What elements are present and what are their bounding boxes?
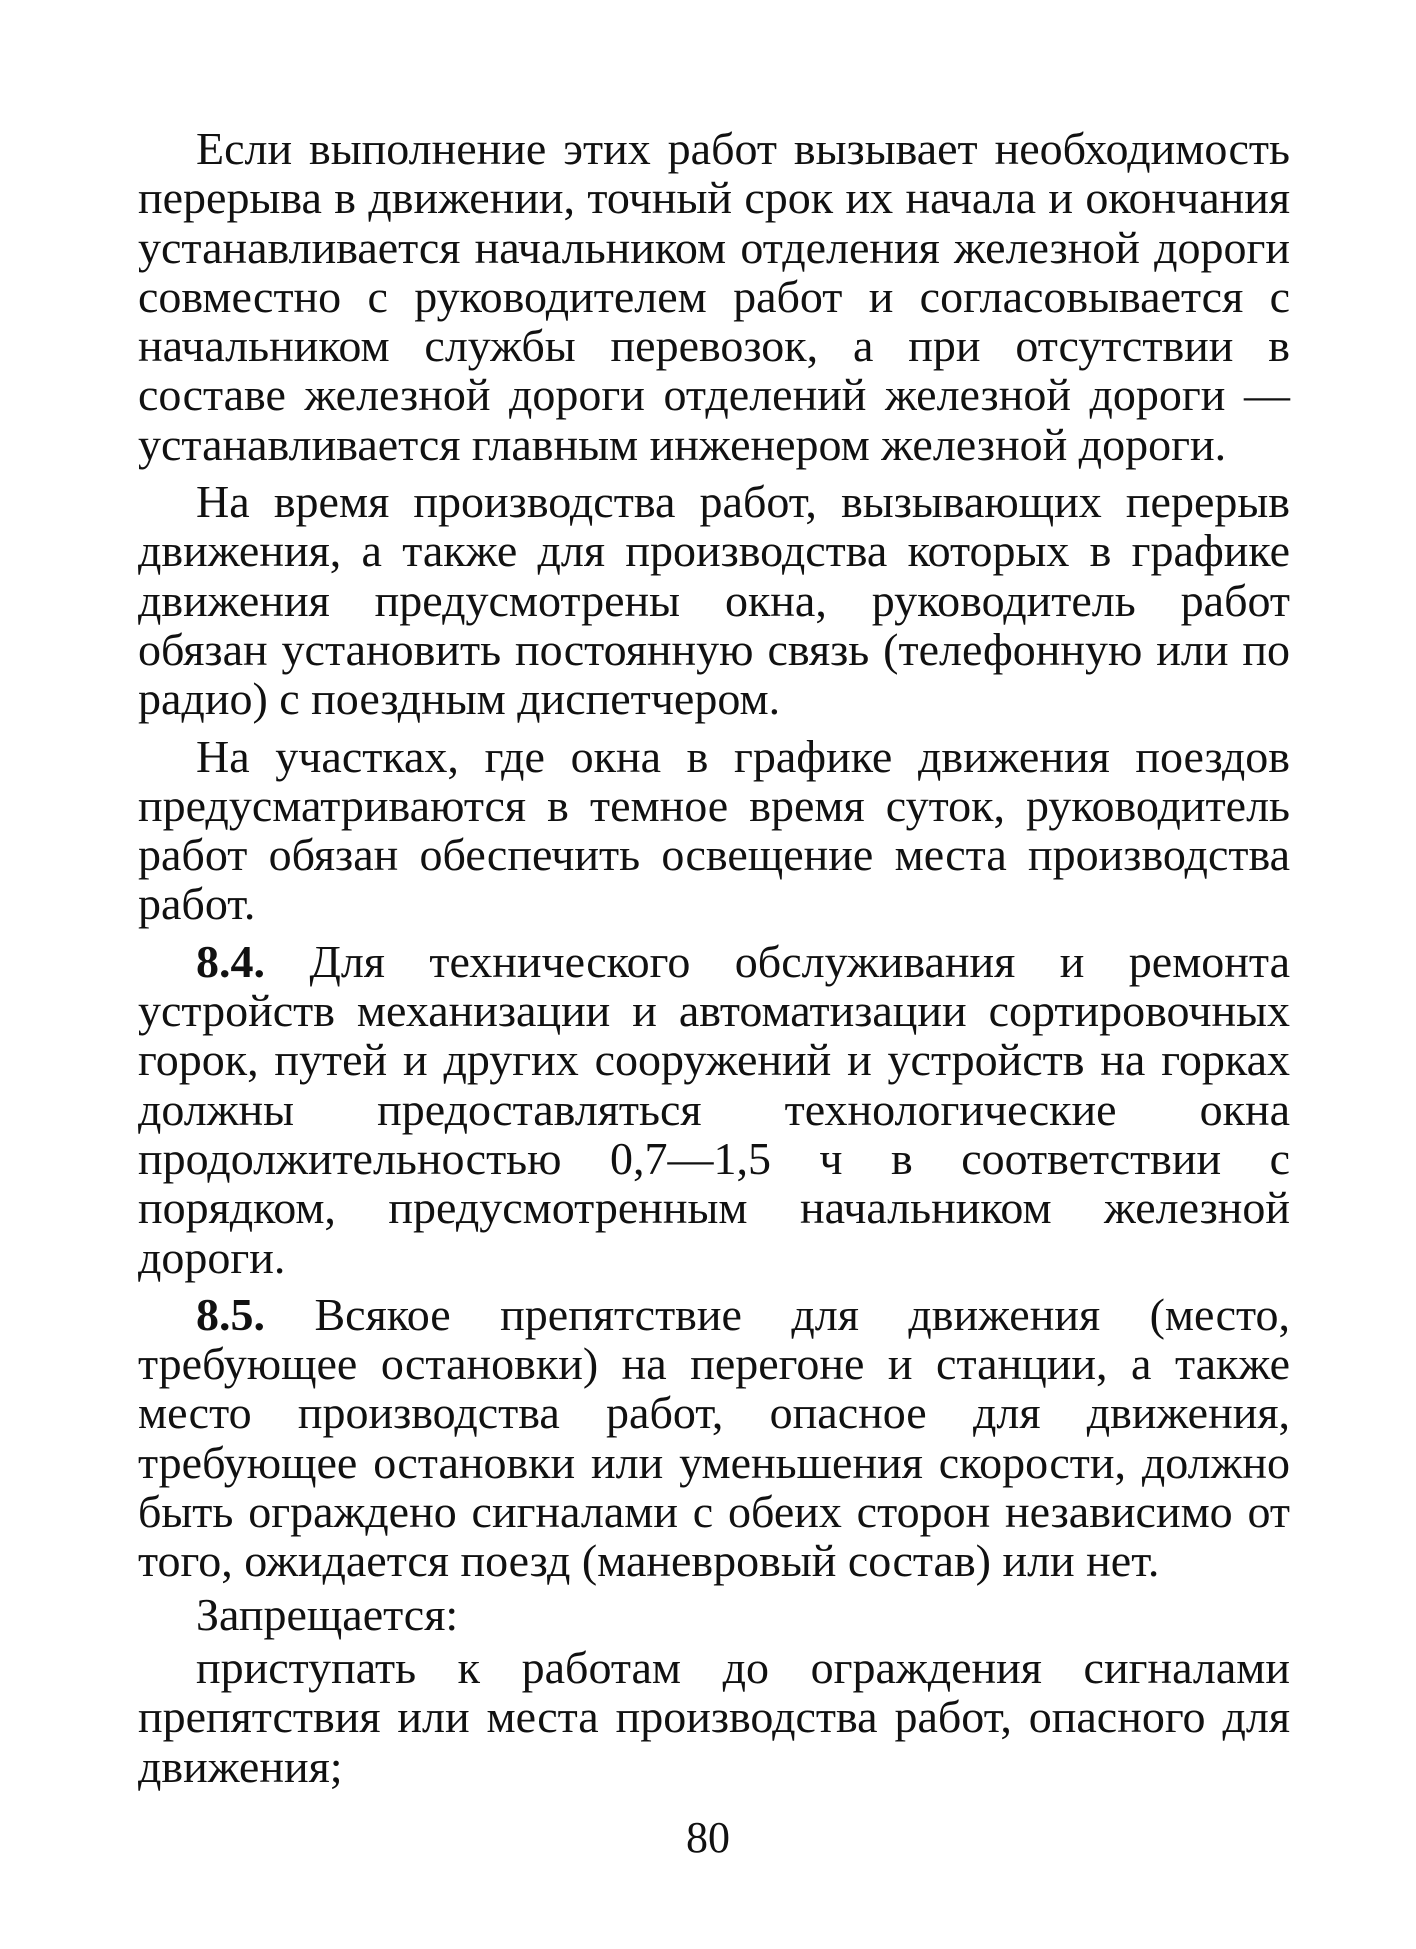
paragraph-text: Запрещается:: [196, 1588, 459, 1640]
clause-number: 8.4.: [196, 935, 265, 987]
paragraph-text: приступать к работам до ограждения сигналами препятствия или места производства работ, опасного для движения;: [138, 1641, 1290, 1792]
paragraph: [138, 477, 1290, 723]
paragraph: [138, 124, 1290, 469]
paragraph: [138, 1643, 1290, 1791]
paragraph: [138, 937, 1290, 1282]
paragraph: [138, 1590, 1290, 1639]
paragraph: [138, 732, 1290, 929]
paragraph-text: Если выполнение этих работ вызывает необходимость перерыва в движении, точный срок их начала и окончания устанавливается начальником отделения железной дороги совместно с руководителем работ и согласовывается с начальником службы перевозок, а при отсутствии в составе железной дороги отделений железной дороги — устанавливается главным инженером железной дороги.: [138, 123, 1290, 470]
page-body: [138, 124, 1290, 1799]
paragraph-text: Всякое препятствие для движения (место, требующее остановки) на перегоне и станции, а также место производства работ, опасное для движения, требующее остановки или уменьшения скорости, должно быть ограждено сигналами с обеих сторон независимо от того, ожидается поезд (маневровый состав) или нет.: [138, 1288, 1290, 1587]
paragraph: [138, 1290, 1290, 1586]
page-number: 80: [686, 1813, 730, 1862]
paragraph-text: На время производства работ, вызывающих перерыв движения, а также для производства которых в графике движения предусмотрены окна, руководитель работ обязан установить постоянную связь (телефонную или по радио) с поездным диспетчером.: [138, 476, 1290, 725]
paragraph-text: На участках, где окна в графике движения поездов предусматриваются в темное время суток, руководитель работ обязан обеспечить освещение места производства работ.: [138, 730, 1290, 930]
clause-number: 8.5.: [196, 1288, 265, 1340]
paragraph-text: Для технического обслуживания и ремонта устройств механизации и автоматизации сортировочных горок, путей и других сооружений и устройств на горках должны предоставляться технологические окна продолжительностью 0,7—1,5 ч в соответствии с порядком, предусмотренным начальником железной дороги.: [138, 935, 1290, 1283]
